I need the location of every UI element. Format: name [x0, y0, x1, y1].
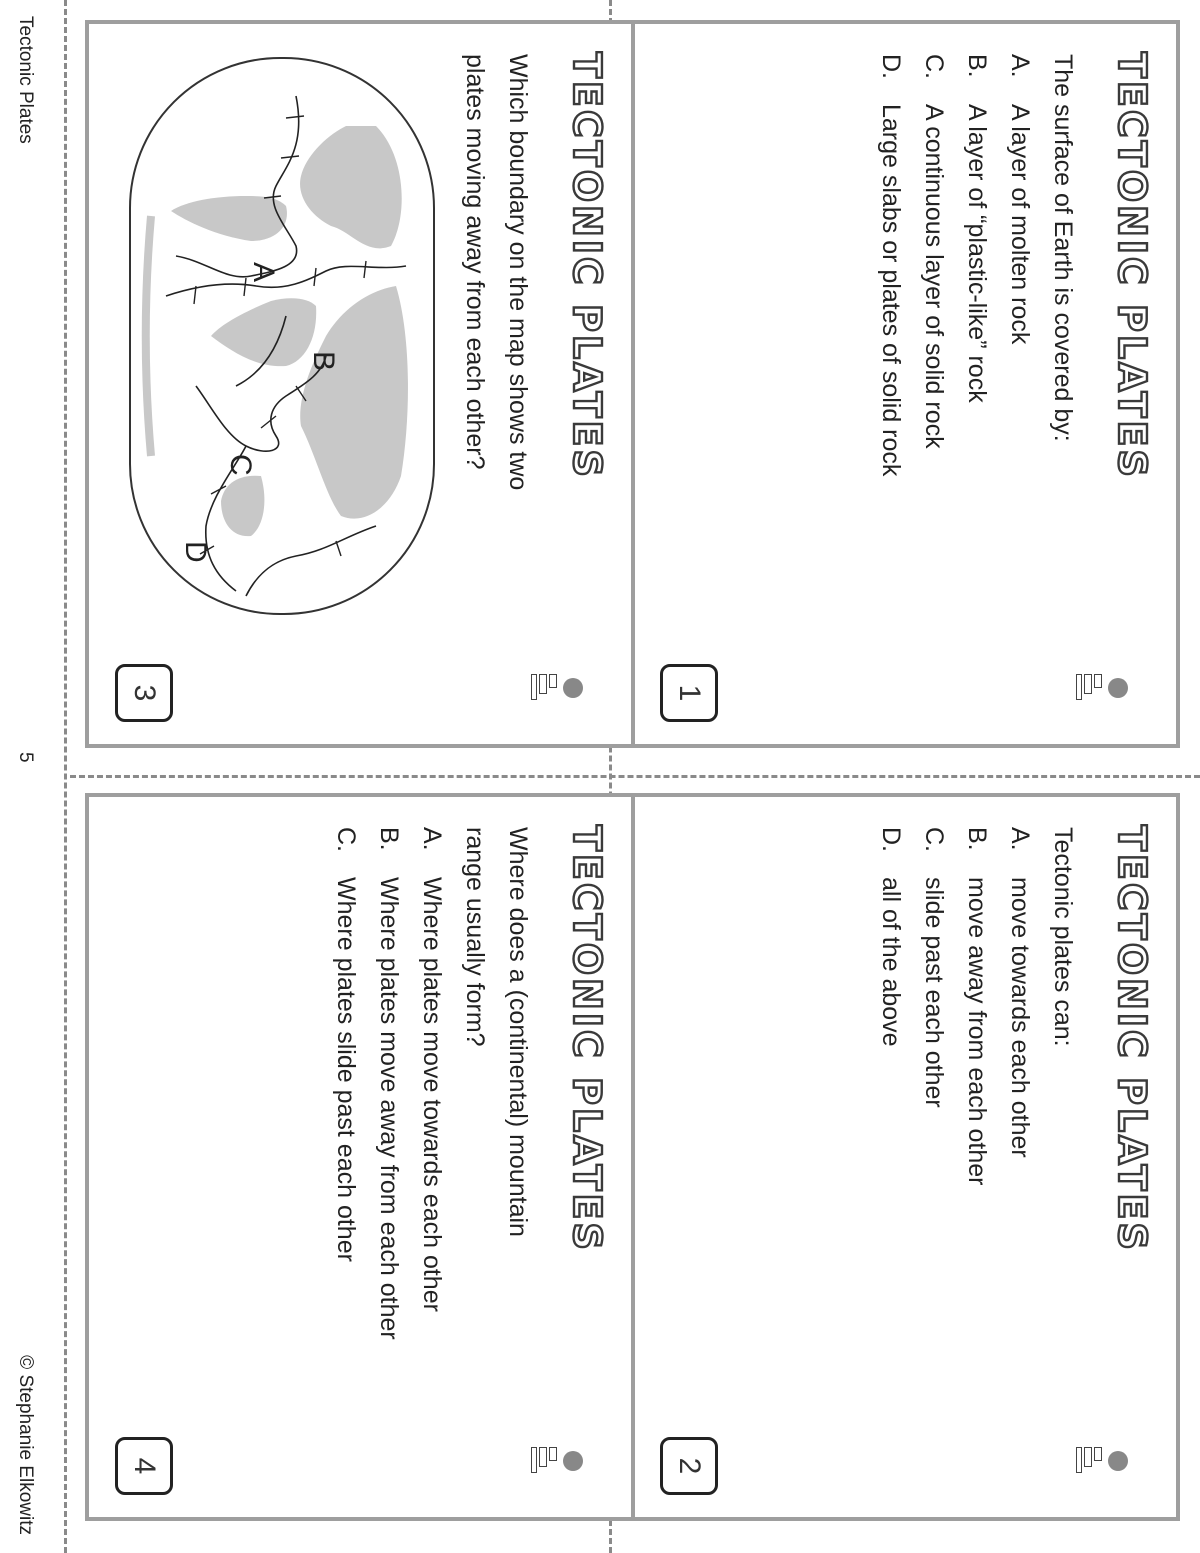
option-b [955, 827, 998, 1185]
option-d [869, 827, 912, 1185]
option-a [410, 827, 453, 1340]
question [869, 827, 1084, 1185]
difficulty-icon [531, 674, 583, 700]
option-text: Where plates move away from each other [375, 877, 403, 1340]
question [453, 54, 539, 490]
option-letter: D. [877, 54, 905, 79]
option-text: slide past each other [920, 877, 948, 1108]
card-number: 3 [115, 664, 173, 722]
option-b [955, 54, 998, 476]
option-c [324, 827, 367, 1340]
card-title: TECTONIC PLATES [565, 52, 609, 480]
question-stem: The surface of Earth is covered by: [1049, 54, 1077, 442]
card-title: TECTONIC PLATES [1110, 52, 1154, 480]
card-number: 1 [660, 664, 718, 722]
option-letter: B. [963, 827, 991, 851]
option-a [998, 54, 1041, 476]
question [324, 827, 539, 1340]
card-title: TECTONIC PLATES [1110, 825, 1154, 1253]
option-b [367, 827, 410, 1340]
option-text: move away from each other [963, 877, 991, 1186]
option-c [912, 827, 955, 1185]
card-1 [630, 20, 1180, 748]
option-text: A layer of “plastic-like” rock [963, 104, 991, 403]
map-label-b: B [307, 351, 340, 372]
option-letter: B. [963, 54, 991, 78]
option-text: all of the above [877, 877, 905, 1047]
option-text: move towards each other [1006, 877, 1034, 1158]
option-letter: C. [920, 54, 948, 79]
difficulty-icon [1076, 674, 1128, 700]
map-label-a: A [247, 262, 280, 283]
option-d [869, 54, 912, 476]
cut-line-horizontal-lower [64, 0, 67, 1553]
option-letter: C. [332, 827, 360, 852]
option-text: Large slabs or plates of solid rock [877, 104, 905, 477]
option-letter: A. [1006, 54, 1034, 78]
difficulty-icon [1076, 1447, 1128, 1473]
card-3 [85, 20, 635, 748]
option-c [912, 54, 955, 476]
footer-right: © Stephanie Elkowitz [15, 1355, 36, 1535]
world-plate-boundary-map [128, 56, 436, 616]
option-text: A layer of molten rock [1006, 104, 1034, 345]
option-letter: B. [375, 827, 403, 851]
option-letter: C. [920, 827, 948, 852]
question-stem: Tectonic plates can: [1049, 827, 1077, 1047]
option-letter: D. [877, 827, 905, 852]
option-letter: A. [1006, 827, 1034, 851]
question-stem: Which boundary on the map shows two plates moving away from each other? [461, 54, 532, 491]
card-number: 2 [660, 1437, 718, 1495]
card-title: TECTONIC PLATES [565, 825, 609, 1253]
page-number: 5 [15, 752, 36, 763]
question [869, 54, 1084, 476]
option-letter: A. [418, 827, 446, 851]
map-label-d: D [179, 541, 212, 563]
card-4 [85, 793, 635, 1521]
option-text: Where plates move towards each other [418, 877, 446, 1312]
difficulty-icon [531, 1447, 583, 1473]
option-a [998, 827, 1041, 1185]
question-stem: Where does a (continental) mountain range usually form? [461, 827, 532, 1237]
option-text: A continuous layer of solid rock [920, 104, 948, 449]
option-text: Where plates slide past each other [332, 877, 360, 1262]
cut-line-vertical [70, 775, 1200, 778]
footer-left: Tectonic Plates [15, 16, 36, 144]
card-2 [630, 793, 1180, 1521]
card-number: 4 [115, 1437, 173, 1495]
map-label-c: C [224, 454, 257, 476]
